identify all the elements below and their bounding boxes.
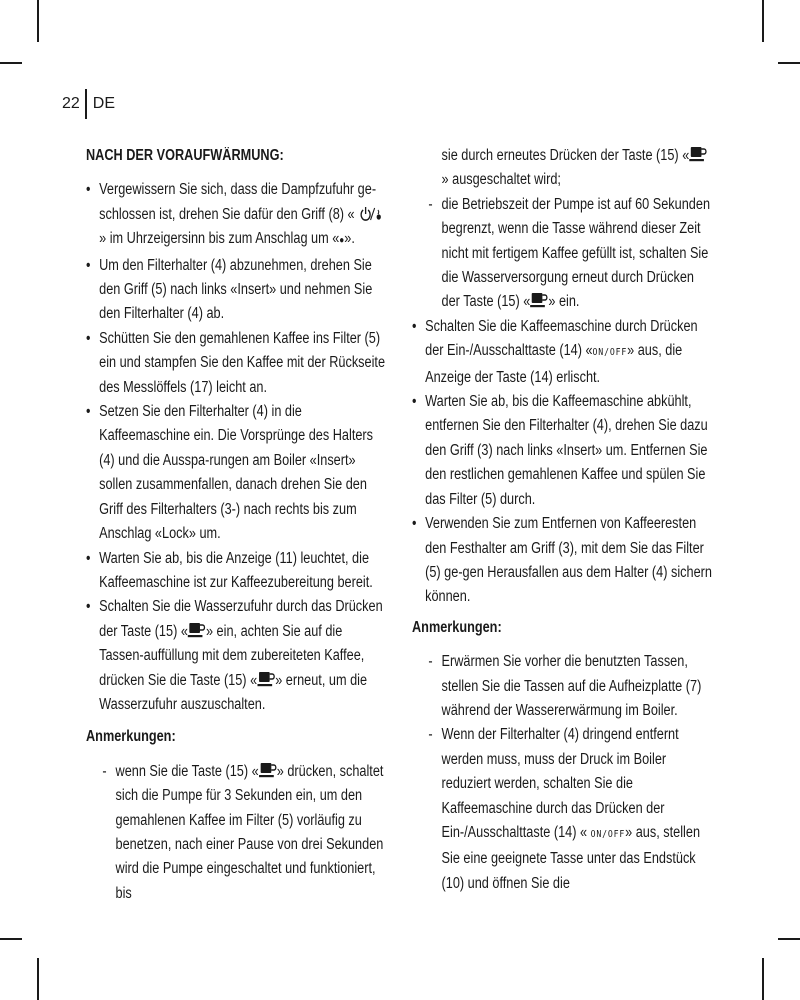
note-text: die Betriebszeit der Pumpe ist auf 60 Sekunden begrenzt, wenn die Tasse während dieser Zeit nicht mit fertigem Kaffee gefüllt ist, schalten Sie die Wasserversorgung erneut durch Drücken der Taste (15) « [441, 195, 711, 311]
list-item-text: » ein, achten Sie auf die Tassen-auffüllung mit dem zubereiteten Kaffee, drücken Sie die Taste (15) « [99, 622, 365, 689]
note-text: » ein. [548, 293, 580, 311]
section-title: NACH DER VORAUFWÄRMUNG: [86, 147, 284, 164]
note-item [102, 760, 386, 906]
note-item: - Erwärmen Sie vorher die benutzten Tassen, stellen Sie die Tassen auf die Aufheizplatte (7) während der Wassererwärmung im Boiler. [428, 650, 712, 723]
crop-mark-bottom-left [37, 958, 39, 1000]
notes-list [412, 193, 712, 315]
crop-mark-top-right-h [778, 62, 800, 64]
list-item-text: Schalten Sie die Kaffeemaschine durch Drücken der Ein-/Ausschalttaste (14) « [425, 317, 698, 360]
list-item-text: » erneut, um die Wasserzufuhr auszuschalten. [99, 671, 368, 713]
note-text: Wenn der Filterhalter (4) dringend entfernt werden muss, muss der Druck im Boiler reduziert werden, schalten Sie die Kaffeemaschine durch das Drücken der Ein-/Ausschalttaste (14) « [441, 726, 679, 841]
note-text: » ausgeschaltet wird; [441, 171, 561, 189]
coffee-cup-icon [259, 761, 277, 779]
list-item [412, 315, 712, 390]
page-number: 22 [62, 95, 80, 112]
notes-list [412, 650, 712, 896]
dot-symbol: ● [339, 235, 345, 247]
right-column [412, 144, 712, 896]
crop-mark-bottom-right-h [778, 938, 800, 940]
list-item: • Verwenden Sie zum Entfernen von Kaffeeresten den Festhalter am Griff (3), mit dem Sie das Filter (5) ge-gen Herausfallen aus dem Halter (4) sichern können. [412, 512, 712, 610]
coffee-cup-icon [530, 291, 548, 309]
coffee-cup-icon [188, 621, 206, 639]
list-item-text: ». [344, 230, 355, 248]
list-item-text: Vergewissern Sie sich, dass die Dampfzufuhr ge-schlossen ist, drehen Sie dafür den Griff (8) « [99, 181, 377, 223]
list-item-text: Schalten Sie die Wasserzufuhr durch das Drücken der Taste (15) « [99, 598, 383, 640]
language-code: DE [92, 95, 116, 112]
list-item-text: » im Uhrzeigersinn bis zum Anschlag um « [99, 230, 340, 248]
crop-mark-top-left [37, 0, 39, 42]
crop-mark-top-left-h [0, 62, 22, 64]
notes-heading: Anmerkungen: [412, 618, 502, 636]
note-text: sie durch erneutes Drücken der Taste (15) « [441, 147, 690, 164]
power-steam-icon [358, 206, 383, 222]
coffee-cup-icon [257, 670, 275, 688]
left-column [86, 144, 386, 906]
note-item [428, 723, 712, 896]
instruction-list [412, 315, 712, 610]
crop-mark-bottom-left-h [0, 938, 22, 940]
coffee-cup-icon [689, 145, 707, 163]
list-item: • Schütten Sie den gemahlenen Kaffee ins Filter (5) ein und stampfen Sie den Kaffee mit der Rückseite des Messlöffels (17) leicht an. [86, 327, 386, 400]
list-item-text: » aus, die Anzeige der Taste (14) erlischt. [425, 342, 683, 386]
notes-list [86, 760, 386, 906]
crop-mark-bottom-right [762, 958, 764, 1000]
note-text: » drücken, schaltet sich die Pumpe für 3 Sekunden ein, um den gemahlenen Kaffee im Filter (5) vorläufig zu benetzen, nach einer Pause von drei Sekunden wird die Pumpe eingeschaltet und funktioniert, bis [115, 762, 384, 902]
list-item [86, 595, 386, 717]
note-text: » aus, stellen Sie eine geeignete Tasse unter das Endstück (10) und öffnen Sie die [441, 823, 701, 892]
list-item: • Warten Sie ab, bis die Anzeige (11) leuchtet, die Kaffeemaschine ist zur Kaffeezubereitung bereit. [86, 547, 386, 596]
note-continuation [412, 144, 712, 193]
on-off-symbol: ON/OFF [590, 828, 626, 840]
crop-mark-top-right [762, 0, 764, 42]
list-item [86, 178, 386, 253]
list-item: • Warten Sie ab, bis die Kaffeemaschine abkühlt, entfernen Sie den Filterhalter (4), drehen Sie dazu den Griff (3) nach links «Insert» um. Entfernen Sie den restlichen gemahlenen Kaffee und spülen Sie das Filter (5) durch. [412, 390, 712, 512]
page-header [62, 89, 115, 119]
instruction-list [86, 178, 386, 717]
note-text: wenn Sie die Taste (15) « [115, 762, 259, 780]
notes-heading: Anmerkungen: [86, 728, 176, 746]
note-item [428, 193, 712, 315]
list-item: • Um den Filterhalter (4) abzunehmen, drehen Sie den Griff (5) nach links «Insert» und nehmen Sie den Filterhalter (4) ab. [86, 254, 386, 327]
list-item: • Setzen Sie den Filterhalter (4) in die Kaffeemaschine ein. Die Vorsprünge des Halters (4) und die Ausspa-rungen am Boiler «Insert» sollen zusammenfallen, danach drehen Sie den Griff des Filterhalters (3-) nach rechts bis zum Anschlag «Lock» um. [86, 400, 386, 546]
on-off-symbol: ON/OFF [592, 347, 628, 359]
